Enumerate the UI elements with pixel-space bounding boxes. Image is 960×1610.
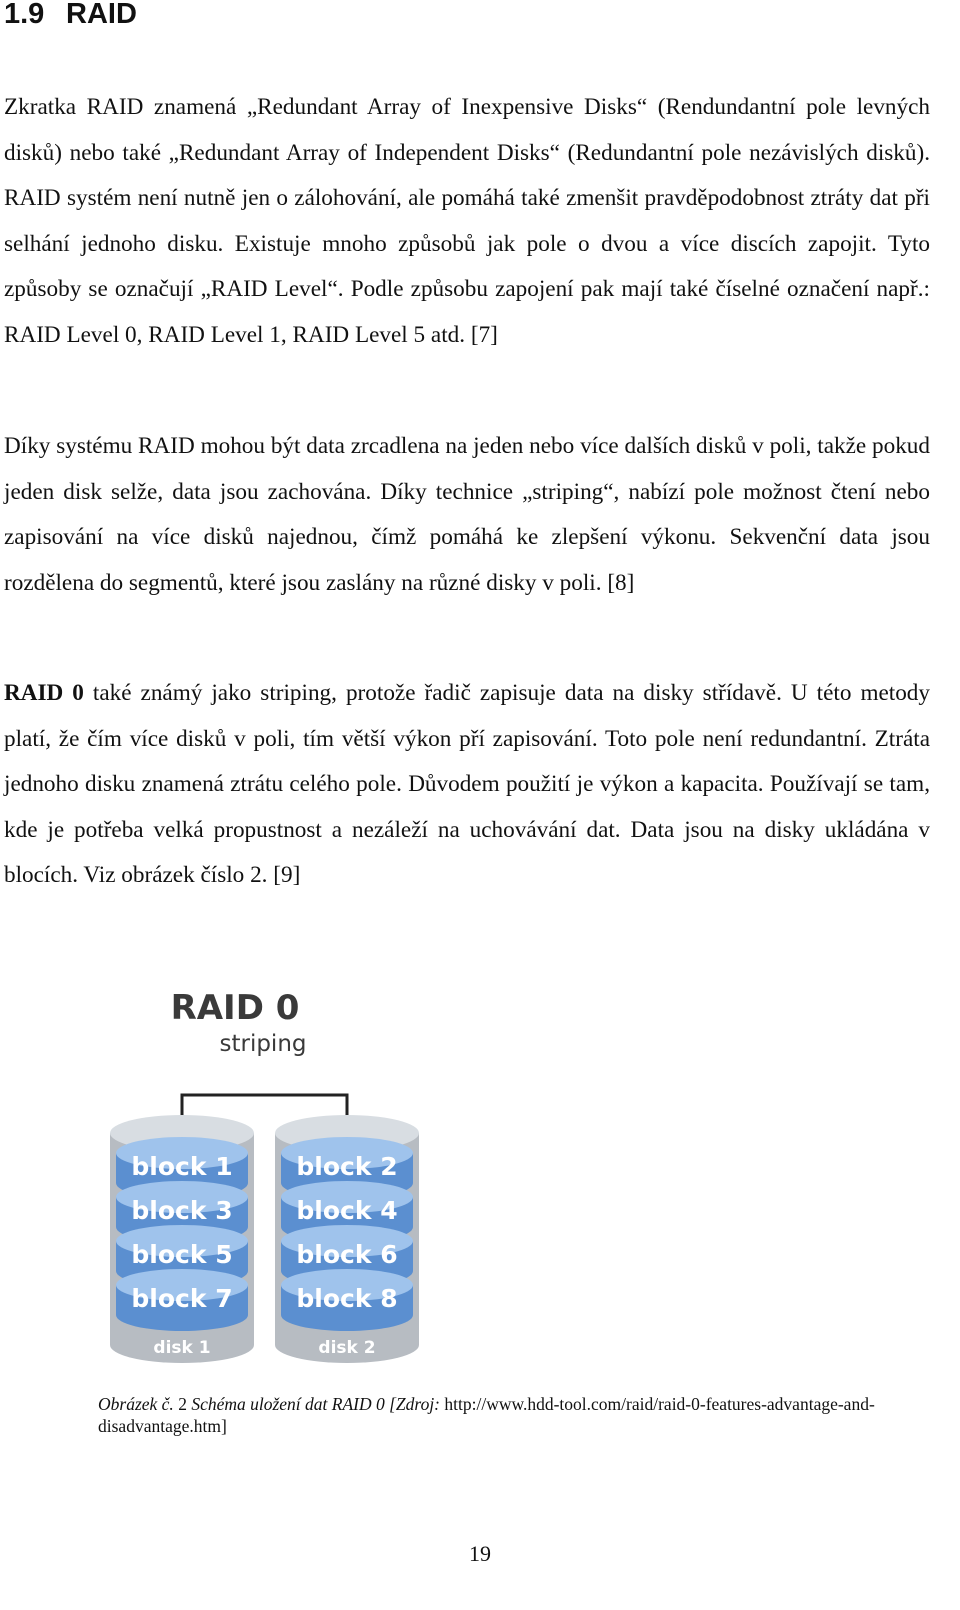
section-number: 1.9 bbox=[4, 0, 45, 30]
raid-0-description: také známý jako striping, protože řadič zapisuje data na disky střídavě. U této metody platí, že čím více disků v poli, tím větší výkon pří zapisování. Toto pole není redundantní. Ztráta jednoho disku znamená ztrátu celého pole. Důvodem použití je výkon a kapacita. Používají se tam, kde je potřeba velká propustnost a nezáleží na uchovávání dat. Data jsou na disky ukládána v blocích. Viz obrázek číslo 2. [9] bbox=[4, 680, 930, 889]
section-title: RAID bbox=[66, 0, 137, 30]
block-label: block 3 bbox=[131, 1196, 233, 1225]
paragraph-raid-0 bbox=[4, 671, 930, 899]
caption-label: Obrázek č. bbox=[98, 1394, 174, 1414]
block-label: block 6 bbox=[296, 1240, 398, 1269]
section-heading bbox=[4, 0, 137, 34]
block-label: block 1 bbox=[131, 1152, 233, 1181]
diagram-subtitle: striping bbox=[219, 1031, 307, 1057]
page-number: 19 bbox=[469, 1541, 491, 1566]
caption-number: 2 bbox=[173, 1394, 192, 1414]
disk-label: disk 2 bbox=[318, 1338, 376, 1358]
disk-group bbox=[110, 1115, 419, 1363]
block-label: block 8 bbox=[296, 1284, 398, 1313]
block-label: block 2 bbox=[296, 1152, 398, 1181]
paragraph-raid-definition: Zkratka RAID znamená „Redundant Array of Inexpensive Disks“ (Rendundantní pole levných disků) nebo také „Redundant Array of Independent Disks“ (Redundantní pole nezávislých disků). RAID systém není nutně jen o zálohování, ale pomáhá také zmenšit pravděpodobnost ztráty dat při selhání jednoho disku. Existuje mnoho způsobů jak pole o dvou a více discích zapojit. Tyto způsoby se označují „RAID Level“. Podle způsobu zapojení pak mají také číselné označení např.: RAID Level 0, RAID Level 1, RAID Level 5 atd. [7] bbox=[4, 94, 930, 348]
raid-0-diagram-svg bbox=[100, 975, 440, 1375]
caption-url-rest: -tool.com/raid/raid-0-features-advantage-and-disadvantage.htm] bbox=[98, 1394, 875, 1436]
block-label: block 5 bbox=[131, 1240, 233, 1269]
caption-text: Schéma uložení dat RAID 0 [Zdroj: bbox=[191, 1394, 445, 1414]
figure-caption bbox=[98, 1393, 888, 1437]
diagram-title: RAID 0 bbox=[170, 988, 300, 1028]
block-label: block 4 bbox=[296, 1196, 398, 1225]
raid-0-term: RAID 0 bbox=[4, 680, 84, 706]
raid-0-diagram bbox=[100, 975, 440, 1375]
paragraph-raid-mirroring: Díky systému RAID mohou být data zrcadlena na jeden nebo více dalších disků v poli, takže pokud jeden disk selže, data jsou zachována. Díky technice „striping“, nabízí pole možnost čtení nebo zapisování na více disků najednou, čímž pomáhá ke zlepšení výkonu. Sekvenční data jsou rozdělena do segmentů, které jsou zaslány na různé disky v poli. [8] bbox=[4, 433, 930, 596]
disk-label: disk 1 bbox=[153, 1338, 211, 1358]
caption-url-start: http://www.hdd bbox=[444, 1394, 554, 1414]
block-label: block 7 bbox=[131, 1284, 233, 1313]
